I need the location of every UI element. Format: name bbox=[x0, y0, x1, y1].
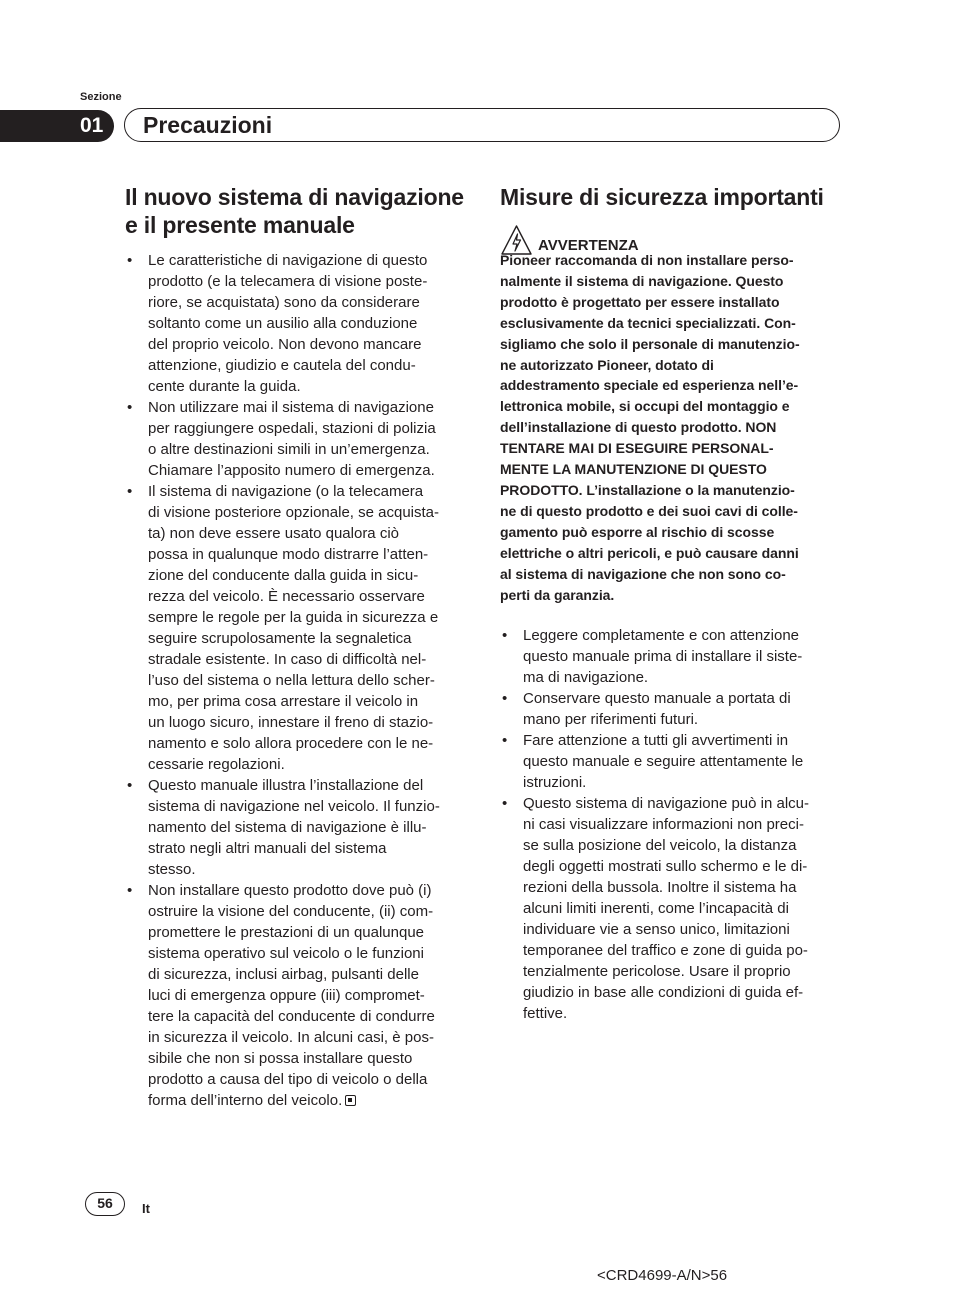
list-item: • Il sistema di navigazione (o la telecamera di visione posteriore opzionale, se acquista- ta) non deve essere usato qualora ciò possa in qualunque modo distrarre l’atten- zione del conducente dalla guida in sicu- rezza del veicolo. È necessario osservare sempre le regole per la guida in sicurezza e seguire scrupolosamente la segnaletica stradale esistente. In caso di difficoltà nel- l’uso del sistema o nella lettura dello scher- mo, per prima cosa arrestare il veicolo in un luogo sicuro, innestare il freno di stazio- namento e solo allora procedere con le ne- cessarie regolazioni. bbox=[125, 481, 470, 775]
warning-header bbox=[500, 224, 845, 254]
list-item: • Non utilizzare mai il sistema di navigazione per raggiungere ospedali, stazioni di polizia o altre destinazioni simili in un’emergenza. Chiamare l’apposito numero di emergenza. bbox=[125, 397, 470, 481]
warning-title: AVVERTENZA bbox=[538, 237, 639, 254]
list-item: • Fare attenzione a tutti gli avvertimenti in questo manuale e seguire attentamente le istruzioni. bbox=[500, 730, 845, 793]
section-title: Precauzioni bbox=[143, 112, 273, 138]
right-bullet-list bbox=[500, 625, 845, 1024]
list-item: • Questo manuale illustra l’installazione del sistema di navigazione nel veicolo. Il funzio- namento del sistema di navigazione è illu- strato negli altri manuali del sistema stesso. bbox=[125, 775, 470, 880]
left-column bbox=[125, 183, 470, 1111]
list-item: • Conservare questo manuale a portata di mano per riferimenti futuri. bbox=[500, 688, 845, 730]
list-item: • Leggere completamente e con attenzione questo manuale prima di installare il siste- ma di navigazione. bbox=[500, 625, 845, 688]
warning-triangle-lightning-icon bbox=[500, 224, 533, 256]
page-number: 56 bbox=[85, 1192, 125, 1216]
list-item: • Questo sistema di navigazione può in alcu- ni casi visualizzare informazioni non preci- se sulla posizione del veicolo, la distanza degli oggetti mostrati sullo schermo e le di- rezioni della bussola. Inoltre il sistema ha alcuni limiti inerenti, come l’incapacità di individuare vie a senso unico, limitazioni temporanee del traffico e zone di guida po- tenzialmente pericolose. Usare il proprio giudizio in base alle condizioni di guida ef- fettive. bbox=[500, 793, 845, 1024]
left-heading: Il nuovo sistema di navigazione e il presente manuale bbox=[125, 184, 464, 238]
section-label: Sezione bbox=[80, 91, 122, 103]
list-item: • Le caratteristiche di navigazione di questo prodotto (e la telecamera di visione poste- riore, se acquistata) sono da considerare soltanto come un ausilio alla conduzione del proprio veicolo. Non devono mancare attenzione, giudizio e cautela del condu- cente durante la guida. bbox=[125, 250, 470, 397]
warning-text: Pioneer raccomanda di non installare perso- nalmente il sistema di navigazione. Questo prodotto è progettato per essere installato esclusivamente da tecnici specializzati. Con- sigliamo che solo il personale di manutenzio- ne autorizzato Pioneer, dotato di addestramento speciale ed esperienza nell’e- lettronica mobile, si occupi del montaggio e dell’installazione di questo prodotto. NON TENTARE MAI DI ESEGUIRE PERSONAL- MENTE LA MANUTENZIONE DI QUESTO PRODOTTO. L’installazione o la manutenzio- ne di questo prodotto e dei suoi cavi di colle- gamento può esporre al rischio di scosse elettriche o altri pericoli, e può causare danni al sistema di navigazione che non sono co- perti da garanzia. bbox=[500, 252, 800, 603]
document-code: <CRD4699-A/N>56 bbox=[597, 1267, 728, 1284]
language-code: It bbox=[142, 1201, 150, 1216]
section-number-badge: 01 bbox=[0, 110, 114, 142]
right-column bbox=[500, 183, 845, 1024]
right-heading: Misure di sicurezza importanti bbox=[500, 184, 824, 210]
list-item-text: Non installare questo prodotto dove può (i) ostruire la visione del conducente, (ii) com- promettere le prestazioni di un qualunque sistema operativo sul veicolo o le funzioni di sicurezza, inclusi airbag, pulsanti delle luci di emergenza oppure (iii) compromet- tere la capacità del conducente di condurre in sicurezza il veicolo. In alcuni casi, è pos- sibile che non si possa installare questo prodotto a causa del tipo di veicolo o della forma dell’interno del veicolo. bbox=[148, 882, 435, 1109]
end-mark-icon bbox=[345, 1095, 356, 1106]
list-item-last bbox=[125, 880, 470, 1111]
left-bullet-list bbox=[125, 250, 470, 1111]
